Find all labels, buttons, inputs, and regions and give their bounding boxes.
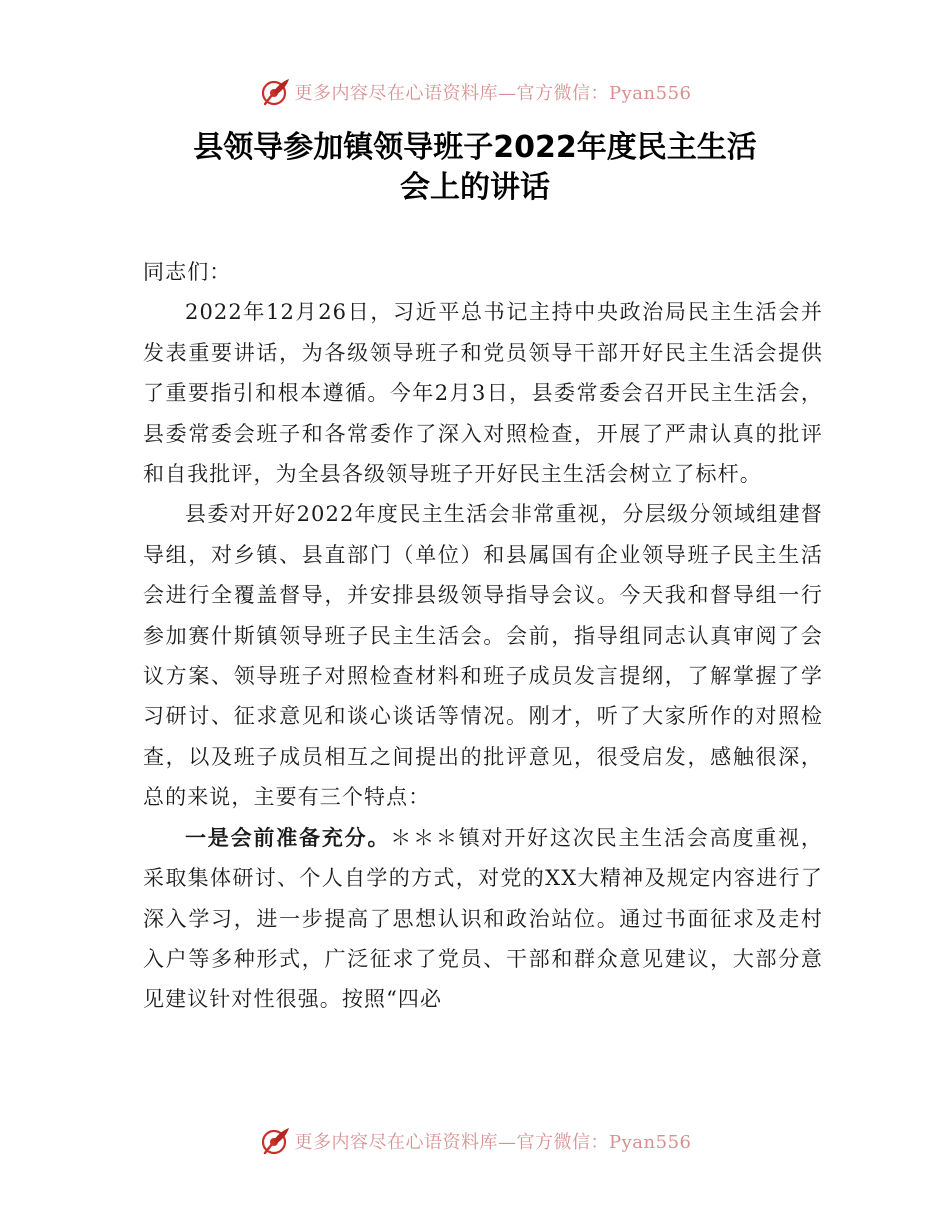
watermark-text: 更多内容尽在心语资料库—官方微信：Pyan556	[294, 1132, 692, 1153]
paragraph-3	[143, 818, 823, 1020]
paragraph-3-text: ＊＊＊镇对开好这次民主生活会高度重视，采取集体研讨、个人自学的方式，对党的XX大精神及规定内容进行了深入学习，进一步提高了思想认识和政治站位。通过书面征求及走村入户等多种形式，广泛征求了党员、干部和群众意见建议，大部分意见建议针对性很强。按照“四必	[143, 825, 823, 1012]
salutation: 同志们：	[143, 260, 232, 284]
watermark-footer	[0, 1121, 950, 1161]
paragraph-2: 县委对开好2022年度民主生活会非常重视，分层级分领域组建督导组，对乡镇、县直部门（单位）和县属国有企业领导班子民主生活会进行全覆盖督导，并安排县级领导指导会议。今天我和督导组一行参加赛什斯镇领导班子民主生活会。会前，指导组同志认真审阅了会议方案、领导班子对照检查材料和班子成员发言提纲，了解掌握了学习研讨、征求意见和谈心谈话等情况。刚才，听了大家所作的对照检查，以及班子成员相互之间提出的批评意见，很受启发，感触很深，总的来说，主要有三个特点：	[143, 502, 823, 810]
document-body	[143, 252, 823, 1020]
title-line-2: 会上的讲话	[400, 170, 550, 205]
paragraph-3-lead: 一是会前准备充分。	[185, 824, 391, 850]
title-line-1: 县领导参加镇领导班子2022年度民主生活	[193, 130, 757, 165]
paragraph-1: 2022年12月26日，习近平总书记主持中央政治局民主生活会并发表重要讲话，为各级领导班子和党员领导干部开好民主生活会提供了重要指引和根本遵循。今年2月3日，县委常委会召开民主生活会，县委常委会班子和各常委作了深入对照检查，开展了严肃认真的批评和自我批评，为全县各级领导班子开好民主生活会树立了标杆。	[143, 300, 823, 487]
watermark-header	[0, 72, 950, 112]
watermark-text: 更多内容尽在心语资料库—官方微信：Pyan556	[294, 83, 692, 104]
quill-logo-icon	[259, 76, 291, 108]
quill-logo-icon	[259, 1125, 291, 1157]
document-title	[0, 128, 950, 208]
